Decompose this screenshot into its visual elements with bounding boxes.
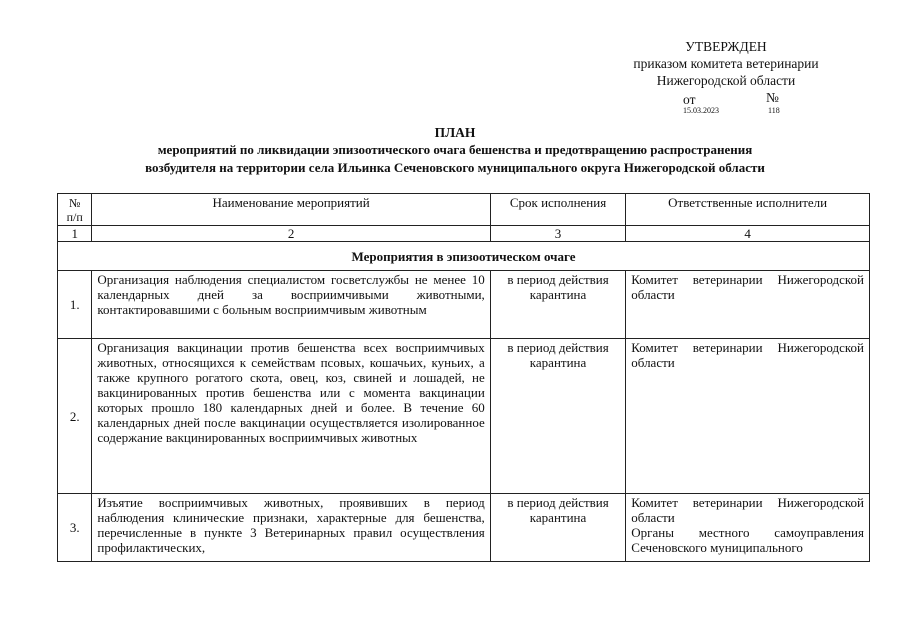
column-number-row bbox=[58, 226, 870, 242]
row-executors bbox=[626, 494, 870, 562]
row-index: 2. bbox=[58, 339, 92, 494]
col-number-2: 2 bbox=[92, 226, 490, 242]
approval-date: 15.03.2023 bbox=[683, 106, 719, 115]
row-executors bbox=[626, 339, 870, 494]
header-name: Наименование мероприятий bbox=[92, 194, 490, 226]
approval-number: 118 bbox=[768, 106, 780, 115]
row-index: 1. bbox=[58, 271, 92, 339]
header-num bbox=[58, 194, 92, 226]
plan-heading: ПЛАН bbox=[434, 125, 476, 140]
table-row bbox=[58, 494, 870, 562]
approval-block bbox=[606, 38, 846, 115]
plan-table bbox=[57, 193, 870, 562]
table-row bbox=[58, 339, 870, 494]
header-executors: Ответственные исполнители bbox=[626, 194, 870, 226]
row-term: в период действия карантина bbox=[490, 339, 626, 494]
row-description: Изъятие восприимчивых животных, проявивших в период наблюдения клинические признаки, характерные для бешенства, перечисленные в пункте 3 Ветеринарных правил осуществления профилактических, bbox=[92, 494, 490, 562]
number-label: № bbox=[766, 90, 779, 105]
plan-subtitle-line2: возбудителя на территории села Ильинка Сеченовского муниципального округа Нижегородской области bbox=[145, 160, 765, 175]
header-num-line2: п/п bbox=[66, 210, 83, 224]
col-number-1: 1 bbox=[58, 226, 92, 242]
executor: Комитет ветеринарии Нижегородской области bbox=[631, 340, 864, 370]
header-term: Срок исполнения bbox=[490, 194, 626, 226]
executor: Органы местного самоуправления Сеченовского муниципального bbox=[631, 525, 864, 555]
approval-region: Нижегородской области bbox=[656, 73, 796, 88]
plan-subtitle-line1: мероприятий по ликвидации эпизоотического очага бешенства и предотвращению распространения bbox=[157, 142, 753, 157]
approval-order: приказом комитета ветеринарии bbox=[633, 56, 819, 71]
row-term: в период действия карантина bbox=[490, 494, 626, 562]
section-title: Мероприятия в эпизоотическом очаге bbox=[58, 242, 870, 271]
row-description: Организация наблюдения специалистом госветслужбы не менее 10 календарных дней за восприимчивыми животными, контактировавшими с больным восприимчивым животным bbox=[92, 271, 490, 339]
col-number-4: 4 bbox=[626, 226, 870, 242]
executor: Комитет ветеринарии Нижегородской области bbox=[631, 495, 864, 525]
section-row bbox=[58, 242, 870, 271]
table-header-row bbox=[58, 194, 870, 226]
row-index: 3. bbox=[58, 494, 92, 562]
approval-title: УТВЕРЖДЕН bbox=[685, 39, 767, 54]
row-executors bbox=[626, 271, 870, 339]
row-term: в период действия карантина bbox=[490, 271, 626, 339]
col-number-3: 3 bbox=[490, 226, 626, 242]
date-label: от bbox=[683, 92, 696, 107]
header-num-line1: № bbox=[68, 196, 81, 210]
row-description: Организация вакцинации против бешенства всех восприимчивых животных, относящихся к семействам псовых, кошачьих, куньих, а также крупного рогатого скота, овец, коз, свиней и лошадей, не вакцинированных против бешенства или с момента вакцинации которых прошло 180 календарных дней и более. В течение 60 календарных дней после вакцинации осуществляется изолированное содержание вакцинированных восприимчивых животных bbox=[92, 339, 490, 494]
executor: Комитет ветеринарии Нижегородской области bbox=[631, 272, 864, 302]
table-row bbox=[58, 271, 870, 339]
approval-date-row bbox=[606, 89, 846, 115]
